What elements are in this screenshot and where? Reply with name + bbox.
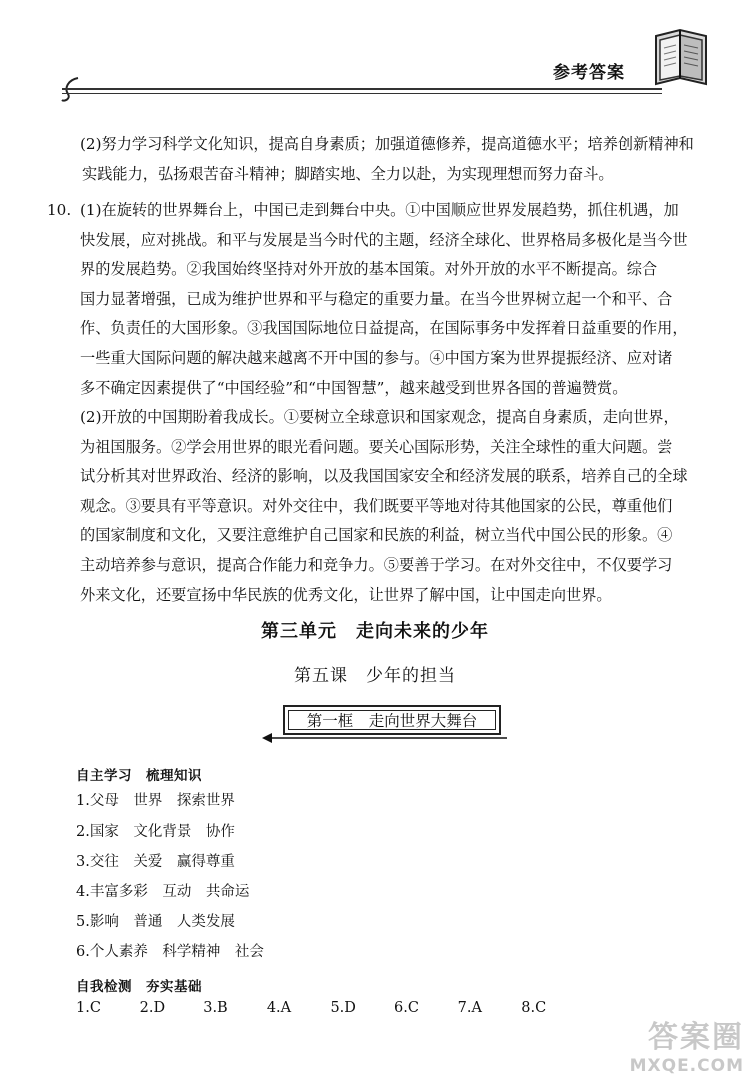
watermark-logo: [630, 1012, 744, 1076]
list-item: 5.影响 普通 人类发展: [76, 914, 235, 930]
text-line: 多不确定因素提供了“中国经验”和“中国智慧”，越来越受到世界各国的普遍赞赏。: [80, 378, 628, 397]
mc-answer: 7.A: [457, 1000, 482, 1016]
watermark-url: MXQE.COM: [629, 1056, 744, 1076]
text-line: 一些重大国际问题的解决越来越离不开中国的参与。④中国方案为世界提振经济、应对诸: [80, 348, 673, 367]
text-line: (2)努力学习科学文化知识，提高自身素质；加强道德修养，提高道德水平；培养创新精神和: [80, 135, 694, 153]
mc-answer: 1.C: [76, 1000, 101, 1016]
mc-answer: 8.C: [521, 1000, 547, 1016]
text-line: 国力显著增强，已成为维护世界和平与稳定的重要力量。在当今世界树立起一个和平、合: [80, 289, 673, 308]
mc-answer-row: [76, 1000, 571, 1016]
list-item: 1.父母 世界 探索世界: [76, 793, 235, 809]
swirl-ornament-icon: [60, 76, 84, 104]
frame-title: 第一框 走向世界大舞台: [288, 710, 496, 730]
question-number: 10.: [47, 201, 72, 219]
text-line: 外来文化，还要宣扬中华民族的优秀文化，让世界了解中国，让中国走向世界。: [80, 585, 612, 604]
text-line: (1)在旋转的世界舞台上，中国已走到舞台中央。①中国顺应世界发展趋势，抓住机遇，加: [80, 201, 679, 219]
text-line: 主动培养参与意识，提高合作能力和竞争力。⑤要善于学习。在对外交往中，不仅要学习: [80, 555, 673, 574]
text-line: 实践能力，弘扬艰苦奋斗精神；脚踏实地、全力以赴，为实现理想而努力奋斗。: [82, 164, 614, 183]
header-rule: [62, 88, 662, 90]
mc-answer: 5.D: [330, 1000, 356, 1016]
unit-title: 第三单元 走向未来的少年: [261, 621, 489, 642]
text-line: 快发展，应对挑战。和平与发展是当今时代的主题，经济全球化、世界格局多极化是当今世: [80, 230, 688, 249]
list-item: 3.交往 关爱 赢得尊重: [76, 854, 235, 870]
list-item: 4.丰富多彩 互动 共命运: [76, 884, 250, 900]
text-line: 观念。③要具有平等意识。对外交往中，我们既要平等地对待其他国家的公民，尊重他们: [80, 496, 673, 515]
section-title-self-test: 自我检测 夯实基础: [76, 979, 202, 995]
q10-part2-answer: [80, 403, 708, 610]
mc-answer: 4.A: [266, 1000, 292, 1016]
q9-part2-answer: [80, 130, 708, 189]
section-title-self-study: 自主学习 梳理知识: [76, 768, 202, 784]
frame-title-box: [283, 705, 501, 735]
text-line: 的国家制度和文化，又要注意维护自己国家和民族的利益，树立当代中国公民的形象。④: [80, 526, 673, 545]
watermark-text: 答案圈: [648, 1020, 744, 1055]
mc-answer: 3.B: [203, 1000, 228, 1016]
text-line: (2)开放的中国期盼着我成长。①要树立全球意识和国家观念，提高自身素质，走向世界，: [80, 408, 679, 426]
text-line: 试分析其对世界政治、经济的影响，以及我国国家安全和经济发展的联系，培养自己的全球: [80, 467, 688, 486]
text-line: 为祖国服务。②学会用世界的眼光看问题。要关心国际形势，关注全球性的重大问题。尝: [80, 437, 673, 456]
text-line: 作、负责任的大国形象。③我国国际地位日益提高，在国际事务中发挥着日益重要的作用，: [80, 319, 688, 338]
mc-answer: 2.D: [139, 1000, 166, 1016]
book-icon: [650, 26, 712, 92]
q10-part1-answer: [80, 196, 708, 403]
lesson-title: 第五课 少年的担当: [294, 666, 456, 686]
header-rule-thin: [62, 93, 662, 94]
arrow-left-icon: [262, 732, 512, 744]
list-item: 2.国家 文化背景 协作: [76, 824, 235, 840]
list-item: 6.个人素养 科学精神 社会: [76, 944, 264, 960]
mc-answer: 6.C: [394, 1000, 419, 1016]
header-title: 参考答案: [553, 63, 625, 83]
text-line: 界的发展趋势。②我国始终坚持对外开放的基本国策。对外开放的水平不断提高。综合: [80, 260, 658, 279]
